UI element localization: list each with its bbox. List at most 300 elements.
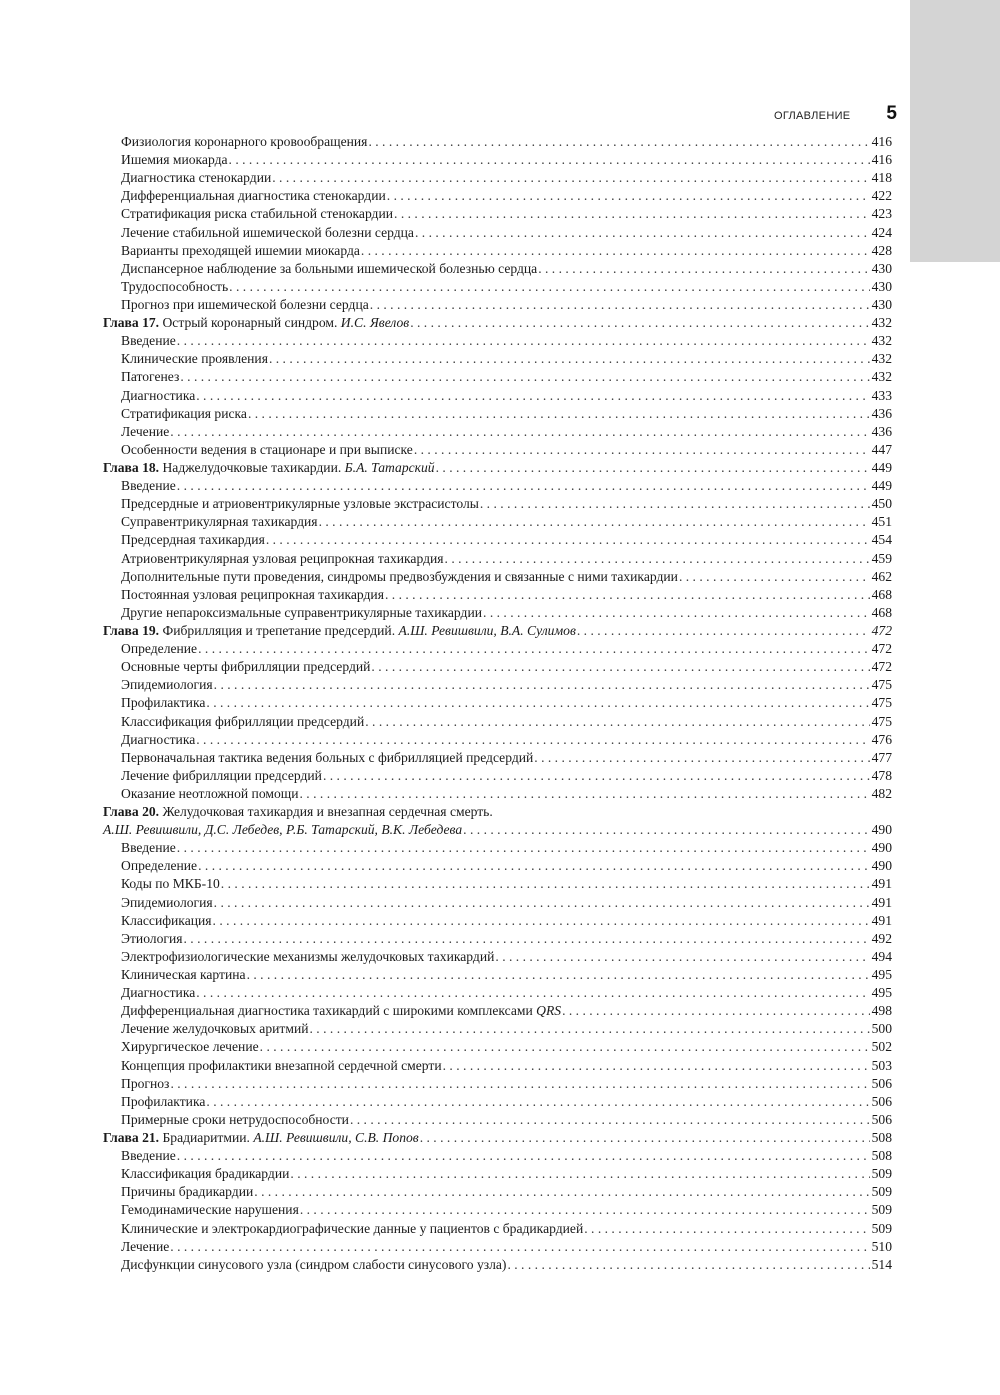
toc-entry[interactable] [103, 387, 892, 405]
chapter-page: 472 [871, 622, 892, 638]
toc-entry-page: 432 [871, 333, 892, 349]
toc-entry-text: Прогноз при ишемической болезни сердца [121, 296, 369, 312]
toc-entry-text: Классификация [121, 912, 212, 928]
chapter-heading-18[interactable] [103, 459, 892, 477]
dot-leader [206, 694, 869, 712]
toc-group-ch19 [103, 640, 892, 803]
toc-entry[interactable] [103, 1238, 892, 1256]
toc-entry-title [121, 513, 318, 531]
toc-entry[interactable] [103, 495, 892, 513]
chapter-authors: А.Ш. Ревишвили, В.А. Сулимов [398, 622, 576, 638]
toc-entry-title [121, 1002, 561, 1020]
toc-entry[interactable] [103, 984, 892, 1002]
toc-entry-title [121, 1093, 205, 1111]
chapter-label: Глава 20. [103, 804, 160, 820]
toc-entry-page: 509 [871, 1184, 892, 1200]
toc-entry-title [121, 694, 205, 712]
chapter-title: Брадиаритмии. [162, 1130, 250, 1146]
toc-entry-title [121, 640, 197, 658]
toc-entry-title [121, 187, 386, 205]
dot-leader [415, 224, 870, 242]
toc-entry-text: Атриовентрикулярная узловая реципрокная тахикардия [121, 550, 444, 566]
dot-leader [480, 495, 870, 513]
dot-leader [420, 1129, 870, 1147]
toc-entry-title [121, 984, 195, 1002]
dot-leader [196, 984, 869, 1002]
toc-group-ch21 [103, 1147, 892, 1274]
chapter-heading-20[interactable] [103, 803, 892, 821]
toc-entry-title [121, 242, 360, 260]
toc-entry[interactable] [103, 785, 892, 803]
toc-entry-page: 506 [871, 1093, 892, 1109]
toc-entry-title [121, 278, 228, 296]
toc-entry-title [121, 224, 414, 242]
toc-entry-text: Дифференциальная диагностика тахикардий с широкими комплексами [121, 1003, 533, 1019]
toc-entry-title [121, 894, 213, 912]
toc-entry-text: Лечение желудочковых аритмий [121, 1021, 309, 1037]
toc-entry-title [121, 441, 413, 459]
toc-entry[interactable] [103, 1147, 892, 1165]
toc-entry-text: Эпидемиология [121, 677, 213, 693]
toc-entry-page: 476 [871, 731, 892, 747]
toc-entry[interactable] [103, 640, 892, 658]
toc-entry-title [121, 260, 537, 278]
toc-entry-page: 510 [871, 1238, 892, 1254]
toc-entry-text: Лечение фибрилляции предсердий [121, 767, 322, 783]
toc-entry[interactable] [103, 1256, 892, 1274]
dot-leader [538, 260, 869, 278]
toc-entry-text: Профилактика [121, 695, 206, 711]
toc-entry-page: 491 [871, 894, 892, 910]
toc-entry-title [121, 1075, 169, 1093]
toc-entry-page: 430 [871, 296, 892, 312]
toc-entry[interactable] [103, 894, 892, 912]
chapter-authors-line-20[interactable] [103, 821, 892, 839]
toc-entry-text: Лечение стабильной ишемической болезни сердца [121, 224, 414, 240]
dot-leader [229, 151, 870, 169]
dot-leader [290, 1165, 869, 1183]
toc-entry-text: Предсердные и атриовентрикулярные узловые экстрасистолы [121, 496, 479, 512]
toc-entry[interactable] [103, 713, 892, 731]
toc-entry-text: Профилактика [121, 1093, 206, 1109]
toc-entry-text: Физиология коронарного кровообращения [121, 134, 368, 149]
chapter-page: 508 [871, 1130, 892, 1146]
dot-leader [177, 839, 870, 857]
dot-leader [272, 169, 869, 187]
toc-entry-text: Лечение [121, 1238, 170, 1254]
dot-leader [463, 821, 869, 839]
toc-entry-text: Гемодинамические нарушения [121, 1202, 299, 1218]
toc-entry-text: Диспансерное наблюдение за больными ишемической болезнью сердца [121, 260, 538, 276]
toc-entry-title [121, 1183, 253, 1201]
toc-entry[interactable] [103, 749, 892, 767]
toc-entry-text: Дифференциальная диагностика стенокардии [121, 188, 386, 204]
dot-leader [495, 948, 869, 966]
toc-entry-text: Оказание неотложной помощи [121, 785, 299, 801]
toc-entry-page: 468 [871, 586, 892, 602]
dot-leader [414, 441, 870, 459]
toc-entry[interactable] [103, 423, 892, 441]
chapter-label: Глава 17. [103, 315, 160, 331]
toc-entry[interactable] [103, 948, 892, 966]
toc-entry-title [121, 495, 479, 513]
dot-leader [266, 531, 870, 549]
toc-entry[interactable] [103, 151, 892, 169]
toc-entry-text: Диагностика [121, 387, 196, 403]
toc-entry-text: Определение [121, 858, 198, 874]
toc-entry-page: 500 [871, 1021, 892, 1037]
toc-entry-page: 424 [871, 224, 892, 240]
dot-leader [443, 1057, 870, 1075]
dot-leader [196, 731, 869, 749]
toc-entry-title [121, 604, 482, 622]
toc-entry[interactable] [103, 531, 892, 549]
toc-entry[interactable] [103, 930, 892, 948]
toc-entry-title [121, 1165, 289, 1183]
toc-entry-page: 509 [871, 1220, 892, 1236]
toc-entry-text: Диагностика [121, 731, 196, 747]
toc-entry-title [121, 1038, 259, 1056]
toc-entry[interactable] [103, 1020, 892, 1038]
toc-entry-page: 491 [871, 912, 892, 928]
toc-entry-title [121, 1111, 349, 1129]
toc-entry-page: 495 [871, 967, 892, 983]
toc-entry-page: 468 [871, 604, 892, 620]
chapter-authors: А.Ш. Ревишвили, Д.С. Лебедев, Р.Б. Татарский, В.К. Лебедева [103, 822, 463, 838]
toc-entry-title [121, 1220, 583, 1238]
toc-entry[interactable] [103, 1183, 892, 1201]
chapter-authors: А.Ш. Ревишвили, С.В. Попов [253, 1130, 419, 1146]
dot-leader [370, 296, 870, 314]
toc-entry-page: 503 [871, 1057, 892, 1073]
toc-entry[interactable] [103, 694, 892, 712]
toc-entry-page: 482 [871, 785, 892, 801]
chapter-label: Глава 21. [103, 1130, 160, 1146]
dot-leader [436, 459, 870, 477]
toc-entry-text: Причины брадикардии [121, 1184, 254, 1200]
toc-entry-page: 477 [871, 749, 892, 765]
toc-entry-page: 433 [871, 387, 892, 403]
toc-entry-text: Введение [121, 1148, 176, 1164]
toc-entry-page: 472 [871, 641, 892, 657]
toc-entry-page: 475 [871, 695, 892, 711]
toc-entry-title [121, 169, 271, 187]
dot-leader [310, 1020, 870, 1038]
dot-leader [385, 586, 870, 604]
toc-entry-text: Эпидемиология [121, 894, 213, 910]
dot-leader [534, 749, 869, 767]
toc-entry-title [121, 713, 364, 731]
toc-entry-page: 422 [871, 188, 892, 204]
toc-entry[interactable] [103, 332, 892, 350]
toc-entry-text: Трудоспособность [121, 278, 229, 294]
toc-entry-page: 508 [871, 1148, 892, 1164]
toc-entry[interactable] [103, 405, 892, 423]
toc-entry-title [121, 1020, 309, 1038]
chapter-authors: Б.А. Татарский [344, 459, 435, 475]
toc-entry-title [121, 948, 494, 966]
dot-leader [350, 1111, 870, 1129]
toc-entry-title [121, 151, 228, 169]
chapter-page: 432 [871, 315, 892, 331]
toc-entry-title [121, 785, 299, 803]
toc-entry[interactable] [103, 224, 892, 242]
chapter-page: 449 [871, 459, 892, 475]
dot-leader [170, 1238, 869, 1256]
toc-entry[interactable] [103, 1165, 892, 1183]
dot-leader [368, 133, 869, 151]
dot-leader [365, 713, 869, 731]
toc-entry[interactable] [103, 350, 892, 368]
toc-entry-title [121, 930, 183, 948]
dot-leader [177, 332, 870, 350]
toc-entry[interactable] [103, 1057, 892, 1075]
toc-group-ch20 [103, 839, 892, 1129]
toc-entry[interactable] [103, 604, 892, 622]
toc-entry-page: 506 [871, 1075, 892, 1091]
toc-entry-text: Коды по МКБ-10 [121, 876, 220, 892]
toc-entry-text: Основные черты фибрилляции предсердий [121, 659, 371, 675]
toc-entry-text: Диагностика стенокардии [121, 170, 272, 186]
toc-entry-title [121, 296, 369, 314]
toc-entry[interactable] [103, 169, 892, 187]
toc-entry-page: 428 [871, 242, 892, 258]
chapter-authors: И.С. Явелов [340, 315, 410, 331]
toc-entry[interactable] [103, 767, 892, 785]
dot-leader [198, 857, 870, 875]
toc-entry[interactable] [103, 966, 892, 984]
dot-leader [248, 405, 870, 423]
toc-entry-text: Диагностика [121, 985, 196, 1001]
toc-entry-page: 451 [871, 514, 892, 530]
toc-entry[interactable] [103, 676, 892, 694]
toc-entry-title [121, 387, 195, 405]
toc-entry-text: Лечение [121, 423, 170, 439]
toc-entry[interactable] [103, 477, 892, 495]
toc-entry-page: 432 [871, 369, 892, 385]
toc-entry-text: Патогенез [121, 369, 180, 385]
toc-entry-text: Первоначальная тактика ведения больных с фибрилляцией предсердий [121, 749, 534, 765]
toc-entry-title [121, 1238, 169, 1256]
dot-leader [260, 1038, 870, 1056]
dot-leader [177, 1147, 870, 1165]
toc-entry[interactable] [103, 731, 892, 749]
toc-entry-page: 509 [871, 1202, 892, 1218]
toc-entry-title [121, 368, 179, 386]
dot-leader [214, 894, 870, 912]
toc-group-ch17 [103, 332, 892, 459]
chapter-heading-17[interactable] [103, 314, 892, 332]
table-of-contents [103, 133, 892, 1274]
toc-entry-title [121, 731, 195, 749]
toc-entry-title [121, 531, 265, 549]
toc-entry-page: 491 [871, 876, 892, 892]
dot-leader [300, 1201, 870, 1219]
toc-entry-page: 432 [871, 351, 892, 367]
toc-entry-text: Определение [121, 641, 198, 657]
toc-entry-text: Дополнительные пути проведения, синдромы предвозбуждения и связанные с ними тахикардии [121, 568, 678, 584]
toc-entry[interactable] [103, 242, 892, 260]
toc-entry[interactable] [103, 1201, 892, 1219]
chapter-heading-21[interactable] [103, 1129, 892, 1147]
toc-entry[interactable] [103, 550, 892, 568]
dot-leader [170, 1075, 869, 1093]
toc-entry-title [121, 133, 367, 151]
toc-entry-text: Клиническая картина [121, 967, 246, 983]
toc-entry-italic-term: QRS [536, 1003, 562, 1019]
toc-entry[interactable] [103, 441, 892, 459]
toc-entry[interactable] [103, 187, 892, 205]
dot-leader [198, 640, 870, 658]
toc-entry[interactable] [103, 1111, 892, 1129]
toc-entry-page: 506 [871, 1111, 892, 1127]
toc-entry-page: 430 [871, 260, 892, 276]
toc-entry-text: Классификация брадикардии [121, 1166, 290, 1182]
toc-entry[interactable] [103, 839, 892, 857]
toc-entry[interactable] [103, 368, 892, 386]
dot-leader [387, 187, 870, 205]
toc-entry-page: 495 [871, 985, 892, 1001]
toc-entry-text: Варианты преходящей ишемии миокарда [121, 242, 360, 258]
toc-entry-page: 454 [871, 532, 892, 548]
toc-entry[interactable] [103, 278, 892, 296]
toc-entry[interactable] [103, 1038, 892, 1056]
dot-leader [445, 550, 870, 568]
dot-leader [177, 477, 870, 495]
toc-entry-text: Концепция профилактики внезапной сердечной смерти [121, 1057, 442, 1073]
toc-entry-title [121, 966, 246, 984]
toc-entry-page: 502 [871, 1039, 892, 1055]
toc-entry-title [121, 550, 444, 568]
toc-entry-page: 416 [871, 134, 892, 149]
toc-entry-title [121, 423, 169, 441]
toc-entry-text: Прогноз [121, 1075, 170, 1091]
toc-entry-title [121, 1057, 442, 1075]
chapter-title: Фибрилляция и трепетание предсердий. [162, 622, 396, 638]
toc-entry[interactable] [103, 875, 892, 893]
chapter-heading-19[interactable] [103, 622, 892, 640]
toc-entry[interactable] [103, 205, 892, 223]
toc-entry-page: 472 [871, 659, 892, 675]
dot-leader [221, 875, 870, 893]
dot-leader [214, 676, 870, 694]
dot-leader [206, 1093, 869, 1111]
dot-leader [319, 513, 870, 531]
toc-entry[interactable] [103, 912, 892, 930]
dot-leader [254, 1183, 869, 1201]
toc-entry-text: Стратификация риска стабильной стенокардии [121, 206, 394, 222]
toc-entry-page: 490 [871, 858, 892, 874]
page-number: 5 [886, 103, 897, 124]
section-thumb-tab [910, 0, 1000, 262]
toc-entry[interactable] [103, 857, 892, 875]
toc-entry-title [121, 1256, 506, 1274]
toc-entry-text: Электрофизиологические механизмы желудочковых тахикардий [121, 948, 495, 964]
toc-entry[interactable] [103, 296, 892, 314]
dot-leader [584, 1220, 869, 1238]
dot-leader [577, 622, 870, 640]
toc-entry-page: 475 [871, 677, 892, 693]
toc-entry-page: 436 [871, 405, 892, 421]
toc-entry-title [121, 1147, 176, 1165]
toc-entry-title [121, 1201, 299, 1219]
toc-entry[interactable] [103, 260, 892, 278]
toc-entry-text: Клинические проявления [121, 351, 268, 367]
toc-entry-text: Стратификация риска [121, 405, 247, 421]
toc-entry-title [121, 350, 268, 368]
toc-entry-page: 514 [871, 1256, 892, 1272]
dot-leader [371, 658, 869, 676]
toc-entry[interactable] [103, 568, 892, 586]
toc-entry[interactable] [103, 1075, 892, 1093]
toc-entry-title [121, 586, 384, 604]
chapter-title: Наджелудочковые тахикардии. [162, 459, 342, 475]
toc-entry[interactable] [103, 586, 892, 604]
toc-entry-title [121, 767, 322, 785]
toc-entry-text: Введение [121, 840, 176, 856]
toc-entry-page: 492 [871, 930, 892, 946]
toc-entry-page: 490 [871, 840, 892, 856]
dot-leader [394, 205, 870, 223]
chapter-title: Острый коронарный синдром. [162, 315, 338, 331]
toc-entry-text: Классификация фибрилляции предсердий [121, 713, 365, 729]
dot-leader [247, 966, 870, 984]
toc-entry-title [121, 658, 370, 676]
toc-entry-page: 436 [871, 423, 892, 439]
toc-entry-page: 416 [871, 152, 892, 168]
toc-entry-text: Введение [121, 478, 176, 494]
toc-entry-text: Предсердная тахикардия [121, 532, 265, 548]
dot-leader [410, 314, 869, 332]
toc-entry[interactable] [103, 1220, 892, 1238]
toc-entry-title [121, 839, 176, 857]
toc-entry[interactable] [103, 658, 892, 676]
chapter-label: Глава 18. [103, 459, 160, 475]
toc-entry-page: 450 [871, 496, 892, 512]
dot-leader [483, 604, 870, 622]
toc-entry[interactable] [103, 133, 892, 151]
toc-entry-page: 423 [871, 206, 892, 222]
dot-leader [196, 387, 869, 405]
toc-entry-title [121, 676, 213, 694]
toc-entry-page: 462 [871, 568, 892, 584]
dot-leader [300, 785, 870, 803]
toc-entry-text: Суправентрикулярная тахикардия [121, 514, 318, 530]
toc-entry[interactable] [103, 1002, 892, 1020]
chapter-label: Глава 19. [103, 622, 160, 638]
toc-entry-text: Другие непароксизмальные суправентрикулярные тахикардии [121, 604, 483, 620]
dot-leader [170, 423, 869, 441]
toc-entry-page: 509 [871, 1166, 892, 1182]
section-title: ОГЛАВЛЕНИЕ [774, 110, 851, 122]
toc-entry-page: 449 [871, 478, 892, 494]
toc-entry[interactable] [103, 513, 892, 531]
dot-leader [229, 278, 869, 296]
toc-entry-title [121, 205, 393, 223]
toc-entry-title [121, 875, 220, 893]
dot-leader [323, 767, 870, 785]
toc-entry-title [121, 405, 247, 423]
toc-entry[interactable] [103, 1093, 892, 1111]
toc-entry-title [121, 332, 176, 350]
toc-entry-page: 459 [871, 550, 892, 566]
toc-entry-text: Примерные сроки нетрудоспособности [121, 1111, 349, 1127]
toc-entry-page: 475 [871, 713, 892, 729]
dot-leader [180, 368, 869, 386]
toc-entry-page: 478 [871, 767, 892, 783]
toc-entry-page: 430 [871, 278, 892, 294]
running-header [752, 103, 897, 127]
